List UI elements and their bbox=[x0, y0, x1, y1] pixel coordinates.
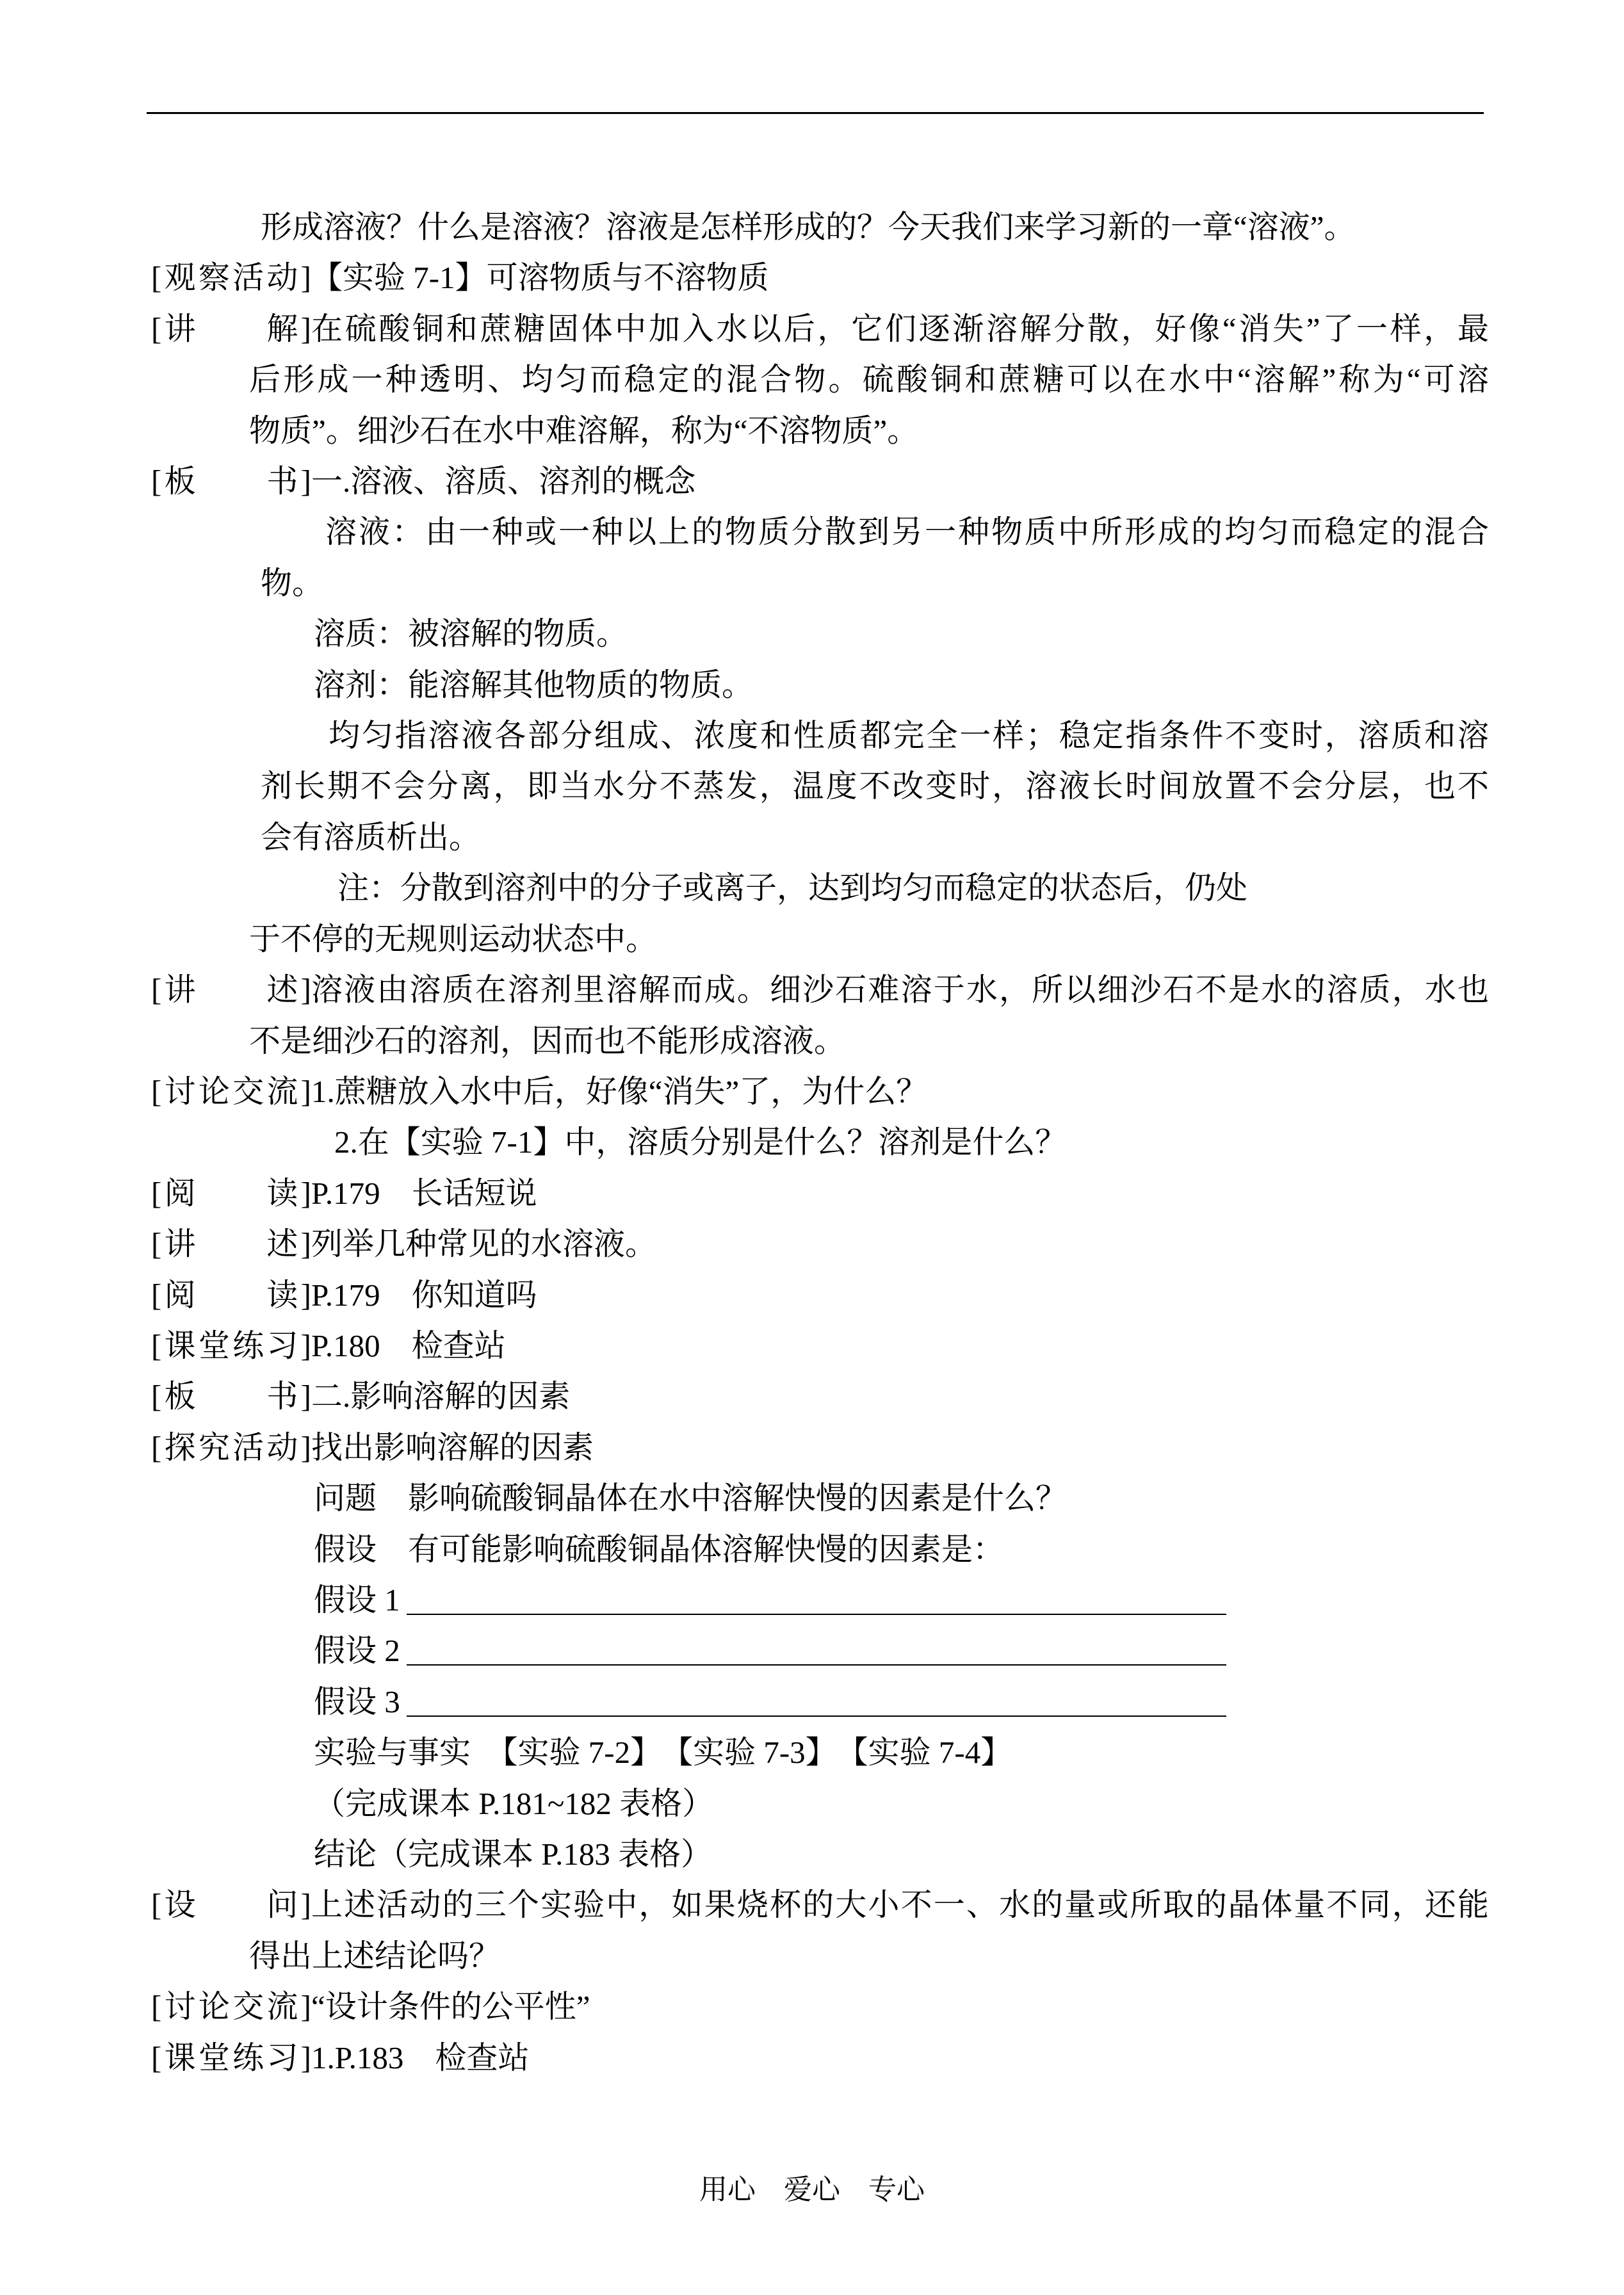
section-tag: [讨论交流] bbox=[151, 1989, 311, 2025]
text-line bbox=[0, 1524, 1489, 1575]
line-text: 在硫酸铜和蔗糖固体中加入水以后，它们逐渐溶解分散，好像“消失”了一样，最 bbox=[311, 311, 1489, 346]
header-rule bbox=[147, 112, 1484, 114]
line-text: 二.影响溶解的因素 bbox=[311, 1379, 571, 1415]
line-text: 问题 影响硫酸铜晶体在水中溶解快慢的因素是什么？ bbox=[314, 1480, 1068, 1516]
section-tag: [板 书] bbox=[151, 464, 311, 499]
section-tag: [讲 述] bbox=[151, 972, 311, 1008]
section-tag: [阅 读] bbox=[151, 1277, 311, 1313]
text-line bbox=[0, 1879, 1489, 1930]
line-text: P.179 你知道吗 bbox=[311, 1277, 537, 1313]
line-text: 假设 2 bbox=[314, 1633, 400, 1669]
line-text: “设计条件的公平性” bbox=[311, 1989, 590, 2025]
line-text: 于不停的无规则运动状态中。 bbox=[249, 921, 658, 957]
section-tag: [讲 述] bbox=[151, 1226, 311, 1262]
section-tag: [阅 读] bbox=[151, 1175, 311, 1211]
line-text: 一.溶液、溶质、溶剂的概念 bbox=[311, 464, 696, 499]
text-line bbox=[0, 1473, 1489, 1523]
line-text: 结论（完成课本 P.183 表格） bbox=[314, 1837, 713, 1872]
line-text: 物质”。细沙石在水中难溶解，称为“不溶物质”。 bbox=[249, 412, 919, 448]
line-text: 溶液由溶质在溶剂里溶解而成。细沙石难溶于水，所以细沙石不是水的溶质，水也 bbox=[311, 972, 1489, 1008]
line-text: 实验与事实 【实验 7-2】 【实验 7-3】 【实验 7-4】 bbox=[314, 1735, 1012, 1771]
line-text: 剂长期不会分离，即当水分不蒸发，温度不改变时，溶液长时间放置不会分层，也不 bbox=[261, 768, 1489, 804]
line-text: 形成溶液？什么是溶液？溶液是怎样形成的？今天我们来学习新的一章“溶液”。 bbox=[261, 209, 1356, 245]
section-tag: [讨论交流] bbox=[151, 1073, 311, 1109]
document-body bbox=[0, 202, 1624, 2083]
line-text: 找出影响溶解的因素 bbox=[311, 1429, 594, 1465]
answer-blank bbox=[407, 1715, 1226, 1717]
text-line bbox=[0, 304, 1489, 354]
text-line bbox=[0, 1981, 1489, 2032]
line-text: P.179 长话短说 bbox=[311, 1175, 537, 1211]
line-text: 1.P.183 检查站 bbox=[311, 2040, 530, 2075]
line-text: 后形成一种透明、均匀而稳定的混合物。硫酸铜和蔗糖可以在水中“溶解”称为“可溶 bbox=[249, 362, 1489, 398]
text-line bbox=[0, 202, 1489, 252]
answer-blank bbox=[407, 1664, 1226, 1666]
line-text: 列举几种常见的水溶液。 bbox=[311, 1226, 657, 1262]
line-text: 溶剂：能溶解其他物质的物质。 bbox=[314, 667, 754, 702]
line-text: P.180 检查站 bbox=[311, 1327, 506, 1363]
text-line bbox=[0, 608, 1489, 659]
text-line bbox=[0, 456, 1489, 507]
line-text: 假设 1 bbox=[314, 1582, 400, 1618]
line-text: 【实验 7-1】可溶物质与不溶物质 bbox=[311, 260, 769, 296]
text-line bbox=[0, 1320, 1489, 1371]
text-line bbox=[0, 761, 1489, 811]
text-line bbox=[0, 1270, 1489, 1320]
text-line bbox=[0, 1066, 1489, 1117]
text-line bbox=[0, 558, 1489, 608]
section-tag: [观察活动] bbox=[151, 260, 311, 296]
line-text: 不是细沙石的溶剂，因而也不能形成溶液。 bbox=[249, 1023, 846, 1058]
line-text: 假设 有可能影响硫酸铜晶体溶解快慢的因素是： bbox=[314, 1531, 1005, 1567]
section-tag: [课堂练习] bbox=[151, 1327, 311, 1363]
line-text: 假设 3 bbox=[314, 1683, 400, 1719]
text-line bbox=[0, 1168, 1489, 1219]
line-text: （完成课本 P.181~182 表格） bbox=[314, 1785, 714, 1821]
text-line bbox=[0, 1219, 1489, 1269]
line-text: 均匀指溶液各部分组成、浓度和性质都完全一样；稳定指条件不变时，溶质和溶 bbox=[329, 718, 1489, 754]
line-text: 溶液：由一种或一种以上的物质分散到另一种物质中所形成的均匀而稳定的混合 bbox=[325, 514, 1489, 550]
section-tag: [课堂练习] bbox=[151, 2040, 311, 2075]
answer-blank bbox=[407, 1614, 1226, 1615]
text-line bbox=[0, 354, 1489, 405]
text-line bbox=[0, 1778, 1489, 1829]
hypothesis-line bbox=[0, 1676, 1489, 1727]
hypothesis-line bbox=[0, 1625, 1489, 1676]
text-line bbox=[0, 1829, 1489, 1879]
text-line bbox=[0, 914, 1489, 964]
line-text: 物。 bbox=[261, 565, 324, 601]
text-line bbox=[0, 252, 1489, 303]
text-line bbox=[0, 405, 1489, 456]
text-line bbox=[0, 1016, 1489, 1066]
line-text: 得出上述结论吗？ bbox=[249, 1938, 501, 1974]
line-text: 2.在【实验 7-1】中，溶质分别是什么？溶剂是什么？ bbox=[334, 1124, 1067, 1160]
page-footer: 用心 爱心 专心 bbox=[699, 2174, 925, 2205]
line-text: 注：分散到溶剂中的分子或离子，达到均匀而稳定的状态后，仍处 bbox=[337, 870, 1248, 906]
section-tag: [设 问] bbox=[151, 1887, 311, 1923]
text-line bbox=[0, 812, 1489, 863]
text-line bbox=[0, 1371, 1489, 1422]
text-line bbox=[0, 863, 1489, 913]
section-tag: [讲 解] bbox=[151, 311, 311, 346]
line-text: 1.蔗糖放入水中后，好像“消失”了，为什么？ bbox=[311, 1073, 928, 1109]
line-text: 溶质：被溶解的物质。 bbox=[314, 616, 628, 652]
text-line bbox=[0, 2032, 1489, 2083]
text-line bbox=[0, 710, 1489, 761]
text-line bbox=[0, 660, 1489, 710]
section-tag: [探究活动] bbox=[151, 1429, 311, 1465]
text-line bbox=[0, 507, 1489, 557]
text-line bbox=[0, 1117, 1489, 1167]
text-line bbox=[0, 1931, 1489, 1981]
text-line bbox=[0, 964, 1489, 1015]
text-line bbox=[0, 1422, 1489, 1473]
section-tag: [板 书] bbox=[151, 1379, 311, 1415]
text-line bbox=[0, 1727, 1489, 1778]
line-text: 会有溶质析出。 bbox=[261, 819, 481, 855]
line-text: 上述活动的三个实验中，如果烧杯的大小不一、水的量或所取的晶体量不同，还能 bbox=[311, 1887, 1489, 1923]
hypothesis-line bbox=[0, 1575, 1489, 1625]
